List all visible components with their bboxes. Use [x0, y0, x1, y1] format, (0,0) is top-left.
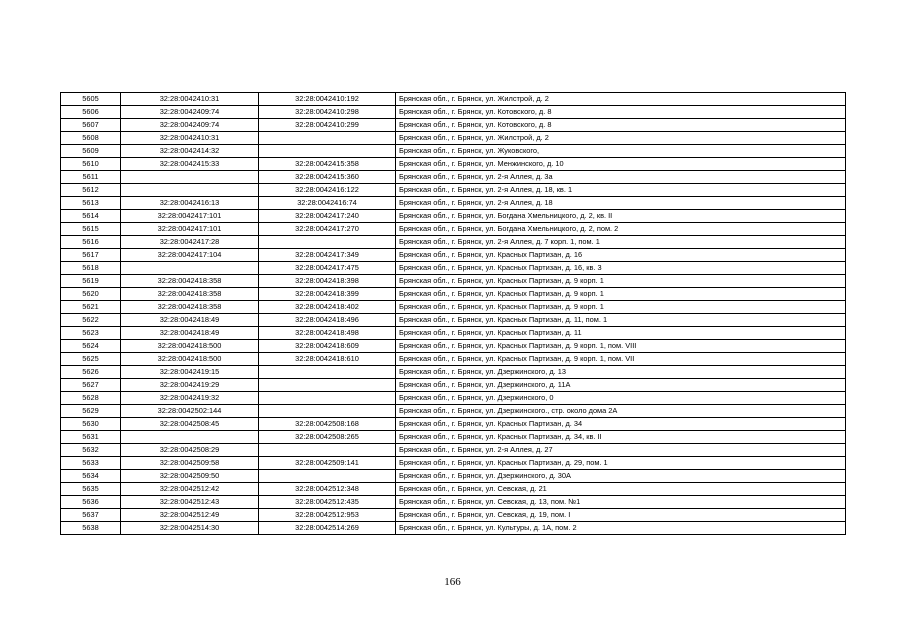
table-row	[61, 470, 846, 483]
land-cadastral-number-cell: 32:28:0042410:31	[121, 132, 259, 145]
row-number-cell: 5612	[61, 184, 121, 197]
object-cadastral-number-cell: 32:28:0042418:610	[259, 353, 396, 366]
object-cadastral-number-cell: 32:28:0042415:360	[259, 171, 396, 184]
object-cadastral-number-cell: 32:28:0042418:609	[259, 340, 396, 353]
land-cadastral-number-cell: 32:28:0042512:42	[121, 483, 259, 496]
address-cell: Брянская обл., г. Брянск, ул. 2-я Аллея, д. 3а	[396, 171, 846, 184]
object-cadastral-number-cell	[259, 470, 396, 483]
land-cadastral-number-cell: 32:28:0042419:29	[121, 379, 259, 392]
land-cadastral-number-cell: 32:28:0042417:104	[121, 249, 259, 262]
row-number-cell: 5611	[61, 171, 121, 184]
row-number-cell: 5635	[61, 483, 121, 496]
table-row	[61, 418, 846, 431]
address-cell: Брянская обл., г. Брянск, ул. Богдана Хмельницкого, д. 2, кв. II	[396, 210, 846, 223]
row-number-cell: 5631	[61, 431, 121, 444]
object-cadastral-number-cell: 32:28:0042512:348	[259, 483, 396, 496]
table-row	[61, 93, 846, 106]
row-number-cell: 5623	[61, 327, 121, 340]
table-row	[61, 197, 846, 210]
address-cell: Брянская обл., г. Брянск, ул. Менжинского, д. 10	[396, 158, 846, 171]
object-cadastral-number-cell: 32:28:0042512:435	[259, 496, 396, 509]
row-number-cell: 5632	[61, 444, 121, 457]
table-row	[61, 236, 846, 249]
address-cell: Брянская обл., г. Брянск, ул. Богдана Хмельницкого, д. 2, пом. 2	[396, 223, 846, 236]
land-cadastral-number-cell: 32:28:0042418:500	[121, 353, 259, 366]
land-cadastral-number-cell: 32:28:0042410:31	[121, 93, 259, 106]
land-cadastral-number-cell: 32:28:0042416:13	[121, 197, 259, 210]
land-cadastral-number-cell: 32:28:0042418:358	[121, 288, 259, 301]
object-cadastral-number-cell	[259, 236, 396, 249]
object-cadastral-number-cell: 32:28:0042418:398	[259, 275, 396, 288]
row-number-cell: 5620	[61, 288, 121, 301]
object-cadastral-number-cell: 32:28:0042410:192	[259, 93, 396, 106]
address-cell: Брянская обл., г. Брянск, ул. 2-я Аллея, д. 7 корп. 1, пом. 1	[396, 236, 846, 249]
address-cell: Брянская обл., г. Брянск, ул. Красных Партизан, д. 29, пом. 1	[396, 457, 846, 470]
address-cell: Брянская обл., г. Брянск, ул. Красных Партизан, д. 9 корп. 1	[396, 288, 846, 301]
row-number-cell: 5615	[61, 223, 121, 236]
address-cell: Брянская обл., г. Брянск, ул. Культуры, д. 1А, пом. 2	[396, 522, 846, 535]
table-row	[61, 483, 846, 496]
address-cell: Брянская обл., г. Брянск, ул. Красных Партизан, д. 34, кв. II	[396, 431, 846, 444]
object-cadastral-number-cell: 32:28:0042508:265	[259, 431, 396, 444]
object-cadastral-number-cell: 32:28:0042415:358	[259, 158, 396, 171]
object-cadastral-number-cell: 32:28:0042418:399	[259, 288, 396, 301]
address-cell: Брянская обл., г. Брянск, ул. Красных Партизан, д. 11, пом. 1	[396, 314, 846, 327]
land-cadastral-number-cell: 32:28:0042512:49	[121, 509, 259, 522]
land-cadastral-number-cell: 32:28:0042417:28	[121, 236, 259, 249]
object-cadastral-number-cell: 32:28:0042417:475	[259, 262, 396, 275]
land-cadastral-number-cell	[121, 184, 259, 197]
row-number-cell: 5628	[61, 392, 121, 405]
object-cadastral-number-cell: 32:28:0042508:168	[259, 418, 396, 431]
table-row	[61, 405, 846, 418]
object-cadastral-number-cell	[259, 444, 396, 457]
table-row	[61, 314, 846, 327]
object-cadastral-number-cell	[259, 379, 396, 392]
address-cell: Брянская обл., г. Брянск, ул. Красных Партизан, д. 11	[396, 327, 846, 340]
object-cadastral-number-cell	[259, 405, 396, 418]
object-cadastral-number-cell: 32:28:0042416:74	[259, 197, 396, 210]
land-cadastral-number-cell: 32:28:0042414:32	[121, 145, 259, 158]
object-cadastral-number-cell: 32:28:0042417:270	[259, 223, 396, 236]
land-cadastral-number-cell: 32:28:0042508:29	[121, 444, 259, 457]
address-cell: Брянская обл., г. Брянск, ул. Красных Партизан, д. 9 корп. 1	[396, 275, 846, 288]
address-cell: Брянская обл., г. Брянск, ул. Дзержинского, д. 13	[396, 366, 846, 379]
page-number: 166	[444, 576, 461, 588]
table-row	[61, 158, 846, 171]
address-cell: Брянская обл., г. Брянск, ул. Севская, д. 19, пом. I	[396, 509, 846, 522]
table-row	[61, 223, 846, 236]
land-cadastral-number-cell: 32:28:0042508:45	[121, 418, 259, 431]
land-cadastral-number-cell: 32:28:0042418:49	[121, 314, 259, 327]
row-number-cell: 5605	[61, 93, 121, 106]
land-cadastral-number-cell: 32:28:0042418:500	[121, 340, 259, 353]
address-cell: Брянская обл., г. Брянск, ул. Красных Партизан, д. 34	[396, 418, 846, 431]
land-cadastral-number-cell: 32:28:0042418:358	[121, 301, 259, 314]
row-number-cell: 5610	[61, 158, 121, 171]
land-cadastral-number-cell: 32:28:0042417:101	[121, 223, 259, 236]
table-body	[61, 93, 846, 535]
address-cell: Брянская обл., г. Брянск, ул. Котовского, д. 8	[396, 119, 846, 132]
land-cadastral-number-cell: 32:28:0042512:43	[121, 496, 259, 509]
address-cell: Брянская обл., г. Брянск, ул. Дзержинского, д. 11А	[396, 379, 846, 392]
table-row	[61, 522, 846, 535]
object-cadastral-number-cell: 32:28:0042418:496	[259, 314, 396, 327]
object-cadastral-number-cell: 32:28:0042417:240	[259, 210, 396, 223]
land-cadastral-number-cell: 32:28:0042418:358	[121, 275, 259, 288]
row-number-cell: 5606	[61, 106, 121, 119]
row-number-cell: 5627	[61, 379, 121, 392]
land-cadastral-number-cell: 32:28:0042419:15	[121, 366, 259, 379]
address-cell: Брянская обл., г. Брянск, ул. Севская, д. 13, пом. №1	[396, 496, 846, 509]
row-number-cell: 5624	[61, 340, 121, 353]
land-cadastral-number-cell: 32:28:0042409:74	[121, 119, 259, 132]
address-cell: Брянская обл., г. Брянск, ул. Котовского, д. 8	[396, 106, 846, 119]
object-cadastral-number-cell: 32:28:0042410:298	[259, 106, 396, 119]
row-number-cell: 5630	[61, 418, 121, 431]
table-row	[61, 171, 846, 184]
address-cell: Брянская обл., г. Брянск, ул. Красных Партизан, д. 16, кв. 3	[396, 262, 846, 275]
object-cadastral-number-cell: 32:28:0042417:349	[259, 249, 396, 262]
table-row	[61, 210, 846, 223]
object-cadastral-number-cell	[259, 132, 396, 145]
land-cadastral-number-cell: 32:28:0042502:144	[121, 405, 259, 418]
row-number-cell: 5613	[61, 197, 121, 210]
land-cadastral-number-cell: 32:28:0042509:50	[121, 470, 259, 483]
table-row	[61, 132, 846, 145]
row-number-cell: 5629	[61, 405, 121, 418]
table-row	[61, 106, 846, 119]
address-cell: Брянская обл., г. Брянск, ул. Жилстрой, д. 2	[396, 132, 846, 145]
row-number-cell: 5608	[61, 132, 121, 145]
row-number-cell: 5636	[61, 496, 121, 509]
address-cell: Брянская обл., г. Брянск, ул. Жилстрой, д. 2	[396, 93, 846, 106]
cadastral-table	[60, 92, 846, 535]
object-cadastral-number-cell: 32:28:0042509:141	[259, 457, 396, 470]
land-cadastral-number-cell: 32:28:0042514:30	[121, 522, 259, 535]
land-cadastral-number-cell	[121, 262, 259, 275]
table-row	[61, 288, 846, 301]
object-cadastral-number-cell: 32:28:0042410:299	[259, 119, 396, 132]
table-row	[61, 249, 846, 262]
row-number-cell: 5614	[61, 210, 121, 223]
address-cell: Брянская обл., г. Брянск, ул. Красных Партизан, д. 9 корп. 1	[396, 301, 846, 314]
row-number-cell: 5621	[61, 301, 121, 314]
table-row	[61, 379, 846, 392]
object-cadastral-number-cell: 32:28:0042418:402	[259, 301, 396, 314]
row-number-cell: 5607	[61, 119, 121, 132]
object-cadastral-number-cell	[259, 145, 396, 158]
land-cadastral-number-cell: 32:28:0042509:58	[121, 457, 259, 470]
table-row	[61, 444, 846, 457]
address-cell: Брянская обл., г. Брянск, ул. Красных Партизан, д. 9 корп. 1, пом. VII	[396, 353, 846, 366]
table-row	[61, 262, 846, 275]
object-cadastral-number-cell: 32:28:0042514:269	[259, 522, 396, 535]
row-number-cell: 5637	[61, 509, 121, 522]
land-cadastral-number-cell: 32:28:0042417:101	[121, 210, 259, 223]
row-number-cell: 5618	[61, 262, 121, 275]
object-cadastral-number-cell: 32:28:0042416:122	[259, 184, 396, 197]
address-cell: Брянская обл., г. Брянск, ул. 2-я Аллея, д. 18	[396, 197, 846, 210]
row-number-cell: 5622	[61, 314, 121, 327]
land-cadastral-number-cell	[121, 171, 259, 184]
table-row	[61, 457, 846, 470]
land-cadastral-number-cell	[121, 431, 259, 444]
address-cell: Брянская обл., г. Брянск, ул. Жуковского,	[396, 145, 846, 158]
land-cadastral-number-cell: 32:28:0042415:33	[121, 158, 259, 171]
row-number-cell: 5625	[61, 353, 121, 366]
table-row	[61, 392, 846, 405]
address-cell: Брянская обл., г. Брянск, ул. 2-я Аллея, д. 18, кв. 1	[396, 184, 846, 197]
table-row	[61, 340, 846, 353]
table-row	[61, 431, 846, 444]
table-row	[61, 145, 846, 158]
table-row	[61, 275, 846, 288]
address-cell: Брянская обл., г. Брянск, ул. Красных Партизан, д. 16	[396, 249, 846, 262]
address-cell: Брянская обл., г. Брянск, ул. Севская, д. 21	[396, 483, 846, 496]
row-number-cell: 5638	[61, 522, 121, 535]
table-row	[61, 353, 846, 366]
table-row	[61, 301, 846, 314]
object-cadastral-number-cell	[259, 366, 396, 379]
address-cell: Брянская обл., г. Брянск, ул. Дзержинского, 0	[396, 392, 846, 405]
row-number-cell: 5617	[61, 249, 121, 262]
land-cadastral-number-cell: 32:28:0042409:74	[121, 106, 259, 119]
address-cell: Брянская обл., г. Брянск, ул. 2-я Аллея, д. 27	[396, 444, 846, 457]
address-cell: Брянская обл., г. Брянск, ул. Дзержинского., стр. около дома 2А	[396, 405, 846, 418]
land-cadastral-number-cell: 32:28:0042418:49	[121, 327, 259, 340]
row-number-cell: 5634	[61, 470, 121, 483]
object-cadastral-number-cell: 32:28:0042512:953	[259, 509, 396, 522]
row-number-cell: 5626	[61, 366, 121, 379]
object-cadastral-number-cell	[259, 392, 396, 405]
row-number-cell: 5609	[61, 145, 121, 158]
land-cadastral-number-cell: 32:28:0042419:32	[121, 392, 259, 405]
table-row	[61, 119, 846, 132]
address-cell: Брянская обл., г. Брянск, ул. Дзержинского, д. 30А	[396, 470, 846, 483]
table-row	[61, 366, 846, 379]
table-row	[61, 184, 846, 197]
table-row	[61, 509, 846, 522]
table-row	[61, 496, 846, 509]
row-number-cell: 5619	[61, 275, 121, 288]
table-row	[61, 327, 846, 340]
row-number-cell: 5633	[61, 457, 121, 470]
object-cadastral-number-cell: 32:28:0042418:498	[259, 327, 396, 340]
address-cell: Брянская обл., г. Брянск, ул. Красных Партизан, д. 9 корп. 1, пом. VIII	[396, 340, 846, 353]
row-number-cell: 5616	[61, 236, 121, 249]
